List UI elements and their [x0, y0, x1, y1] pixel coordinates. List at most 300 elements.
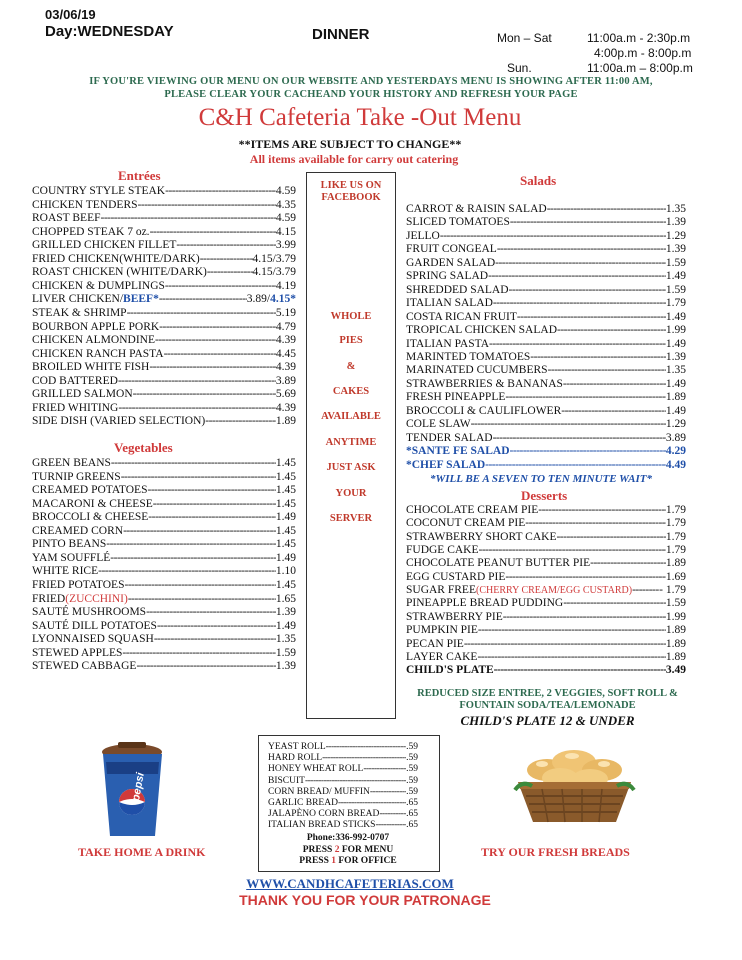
item-name: CHOCOLATE CREAM PIE [406, 504, 539, 516]
dot-leader [111, 457, 276, 470]
dot-leader [485, 459, 666, 472]
menu-item [406, 270, 686, 283]
item-name: BROCCOLI & CAULIFLOWER [406, 404, 562, 417]
item-name: JELLO [406, 229, 440, 242]
menu-item [406, 378, 686, 391]
dot-leader [525, 517, 666, 530]
dot-leader [375, 820, 406, 831]
item-price: 1.99 [665, 324, 686, 337]
dot-leader [590, 557, 666, 570]
item-name: SPRING SALAD [406, 270, 489, 283]
bread-name: GARLIC BREAD [268, 798, 338, 808]
bread-name: HONEY WHEAT ROLL [268, 764, 364, 775]
item-name: LIVER CHICKEN/ [32, 293, 124, 306]
dot-leader [510, 216, 666, 229]
dot-leader [159, 321, 276, 334]
child-plate-note: CHILD'S PLATE 12 & UNDER [460, 713, 635, 728]
menu-item [406, 257, 686, 270]
dot-leader [138, 199, 276, 212]
dot-leader [494, 664, 666, 677]
bread-price: .59 [406, 775, 418, 786]
item-price: 4.59 [275, 212, 296, 225]
dot-leader [100, 212, 275, 225]
menu-item [406, 432, 686, 445]
menu-item [32, 620, 296, 633]
item-name: FRIED WHITING [32, 401, 119, 414]
menu-item [32, 375, 296, 388]
dot-leader [153, 498, 276, 511]
item-price: 1.35 [665, 203, 686, 215]
item-name: FRIED POTATOES [32, 578, 125, 591]
menu-item [406, 284, 686, 297]
item-price: 1.79 [665, 504, 686, 516]
item-price: 1.45 [275, 497, 296, 510]
item-price: 4.79 [275, 320, 296, 333]
dot-leader [563, 378, 666, 391]
drink-caption: TAKE HOME A DRINK [78, 845, 206, 859]
item-name: FUDGE CAKE [406, 544, 479, 557]
dot-leader [497, 243, 666, 256]
dot-leader [146, 606, 276, 619]
item-price: 1.65 [275, 592, 296, 605]
child-plate-desc-line2: FOUNTAIN SODA/TEA/LEMONADE [459, 700, 636, 711]
item-price: 1.49 [665, 310, 686, 323]
bread-price: .65 [406, 820, 418, 831]
item-name: COSTA RICAN FRUIT [406, 310, 517, 323]
dot-leader [322, 753, 406, 764]
item-price: 1.45 [275, 524, 296, 537]
item-name: MARINTED TOMATOES [406, 350, 531, 363]
menu-item [32, 633, 296, 646]
dot-leader [155, 334, 276, 347]
dot-leader [165, 185, 276, 198]
pies-promo-line: YOUR [335, 488, 367, 499]
item-price: 1.49 [665, 404, 686, 417]
item-price: 3.99 [275, 239, 296, 252]
bread-price: .59 [406, 753, 418, 764]
bread-name: BISCUIT [268, 775, 305, 786]
bread-price: .59 [406, 786, 418, 797]
item-name: STEWED CABBAGE [32, 660, 137, 673]
item-name: SAUTÉ MUSHROOMS [32, 606, 147, 619]
bread-item [268, 809, 418, 820]
item-price: 1.59 [665, 283, 686, 296]
item-price: 3.89 [275, 374, 296, 387]
dot-leader [205, 415, 276, 428]
dot-leader [124, 579, 275, 592]
item-price: 1.39 [275, 660, 296, 673]
item-price: 1.49 [665, 377, 686, 390]
item-name: BOURBON APPLE PORK [32, 320, 160, 333]
item-name: STRAWBERRIES & BANANAS [406, 377, 563, 390]
item-name: STEAK & SHRIMP [32, 306, 127, 319]
dot-leader [561, 405, 666, 418]
bread-name: HARD ROLL [268, 753, 323, 764]
hours-time: 4:00p.m - 8:00p.m [594, 46, 692, 60]
press-office-number: 1 [331, 856, 336, 866]
item-price: 1.79 [665, 297, 686, 310]
item-name: SHREDDED SALAD [406, 283, 509, 296]
menu-item [32, 361, 296, 374]
dot-leader [154, 633, 276, 646]
item-name: GARDEN SALAD [406, 256, 496, 269]
menu-item [32, 484, 296, 497]
dot-leader [200, 253, 253, 266]
menu-item [32, 334, 296, 347]
menu-item [406, 624, 686, 637]
menu-item [32, 388, 296, 401]
website-notice-line2: PLEASE CLEAR YOUR CACHEAND YOUR HISTORY AND REFRESH YOUR PAGE [164, 89, 578, 100]
press-menu-line [258, 845, 438, 855]
dot-leader [176, 239, 276, 252]
item-name: COD BATTERED [32, 374, 118, 387]
pepsi-cup-icon [100, 740, 165, 845]
menu-item [406, 297, 686, 310]
menu-item [32, 321, 296, 334]
item-price: 1.89 [665, 391, 686, 404]
dot-leader [503, 611, 666, 624]
entrees-heading: Entrées [118, 168, 161, 183]
vegetables-heading: Vegetables [114, 440, 173, 455]
menu-item [32, 293, 296, 306]
dot-leader [326, 742, 407, 753]
menu-item [32, 239, 296, 252]
salads-heading: Salads [520, 173, 557, 188]
dot-leader [150, 226, 276, 239]
menu-item [406, 216, 686, 229]
item-price: 1.45 [275, 578, 296, 591]
item-name: FRIED CHICKEN(WHITE/DARK) [32, 252, 200, 265]
dot-leader [493, 432, 666, 445]
dot-leader [505, 571, 665, 584]
item-name: COCONUT CREAM PIE [406, 517, 526, 530]
pies-promo-line: SERVER [329, 513, 373, 524]
menu-item [32, 525, 296, 538]
item-name: CARROT & RAISIN SALAD [406, 203, 547, 215]
dot-leader [464, 638, 666, 651]
pies-promo-line: AVAILABLE [321, 411, 381, 422]
menu-item [32, 185, 296, 198]
dot-leader [505, 391, 666, 404]
dot-leader [471, 418, 666, 431]
menu-item [406, 445, 686, 458]
dot-leader [509, 284, 666, 297]
dot-leader [136, 660, 275, 673]
menu-item [32, 606, 296, 619]
item-price: 4.15 [275, 225, 296, 238]
menu-item [406, 664, 686, 677]
item-price: 1.49 [275, 619, 296, 632]
item-name-highlight: (ZUCCHINI) [65, 592, 128, 605]
menu-item [32, 579, 296, 592]
dot-leader [632, 584, 659, 597]
dot-leader [379, 809, 406, 820]
item-name: *CHEF SALAD [406, 458, 486, 471]
dot-leader [305, 776, 406, 787]
item-name: TROPICAL CHICKEN SALAD [406, 324, 557, 337]
menu-item [32, 226, 296, 239]
dot-leader [149, 361, 276, 374]
item-price: 1.39 [665, 216, 686, 229]
item-name: SUGAR FREE [406, 584, 476, 597]
menu-item [406, 504, 686, 517]
item-name: WHITE RICE [32, 565, 99, 578]
child-plate-desc-line1: REDUCED SIZE ENTREE, 2 VEGGIES, SOFT ROLL & [417, 688, 678, 699]
item-name: MACARONI & CHEESE [32, 497, 153, 510]
menu-item [32, 348, 296, 361]
item-name: PECAN PIE [406, 637, 464, 650]
menu-item [406, 459, 686, 472]
website-notice-line1: IF YOU'RE VIEWING OUR MENU ON OUR WEBSITE AND YESTERDAYS MENU IS SHOWING AFTER 11:00 AM, [89, 76, 653, 87]
dot-leader [548, 364, 666, 377]
menu-item [32, 565, 296, 578]
dot-leader [106, 538, 276, 551]
item-price: 4.39 [275, 334, 296, 347]
item-price: 1.35 [665, 364, 686, 377]
bread-item [268, 798, 418, 809]
menu-item [406, 338, 686, 351]
menu-item [406, 243, 686, 256]
menu-item [406, 638, 686, 651]
dot-leader [122, 647, 275, 660]
item-name: ROAST BEEF [32, 212, 101, 225]
pies-promo-line: PIES [339, 335, 363, 346]
menu-item [32, 253, 296, 266]
item-price-highlight: 4.15* [270, 293, 296, 306]
bread-item [268, 742, 418, 753]
item-price: 1.59 [275, 646, 296, 659]
menu-date: 03/06/19 [45, 7, 96, 22]
press-menu-suffix: FOR MENU [339, 845, 394, 855]
bread-item [268, 776, 418, 787]
item-price: 1.39 [275, 606, 296, 619]
item-name: CHOPPED STEAK 7 oz. [32, 225, 150, 238]
page-title: C&H Cafeteria Take -Out Menu [198, 104, 522, 131]
dot-leader [488, 270, 666, 283]
item-price: 1.89 [665, 557, 686, 570]
menu-item [406, 364, 686, 377]
item-name: MARINATED CUCUMBERS [406, 364, 548, 377]
pies-promo-line: WHOLE [330, 311, 372, 322]
menu-item [406, 418, 686, 431]
item-price: 4.39 [275, 361, 296, 374]
menu-item [406, 651, 686, 664]
item-name: CHICKEN ALMONDINE [32, 334, 155, 347]
item-price: 1.89 [275, 415, 296, 428]
item-price: 4.19 [275, 279, 296, 292]
dot-leader [557, 324, 666, 337]
menu-item [406, 311, 686, 324]
pies-promo-line: ANYTIME [325, 437, 377, 448]
item-price: 1.79 [665, 544, 686, 557]
menu-item [406, 517, 686, 530]
menu-item [406, 597, 686, 610]
bread-item [268, 753, 418, 764]
dot-leader [493, 297, 666, 310]
item-price: 1.89 [665, 624, 686, 637]
item-name: SAUTÉ DILL POTATOES [32, 619, 157, 632]
item-name-highlight: BEEF* [123, 293, 159, 306]
promo-sidebar [306, 172, 396, 719]
dot-leader [147, 484, 275, 497]
bread-item [268, 764, 418, 775]
item-price: 1.35 [275, 633, 296, 646]
bread-basket-icon [512, 742, 637, 832]
meal-label: DINNER [312, 26, 370, 43]
item-price: 4.45 [275, 347, 296, 360]
item-price: 4.59 [275, 185, 296, 197]
item-price: 1.45 [275, 538, 296, 551]
item-price: 4.49 [665, 458, 686, 471]
press-menu-prefix: PRESS [302, 845, 335, 855]
dot-leader [128, 593, 276, 606]
item-price: 1.39 [665, 243, 686, 256]
menu-item [32, 457, 296, 470]
item-name: CREAMED CORN [32, 524, 124, 537]
thank-you: THANK YOU FOR YOUR PATRONAGE [239, 892, 491, 908]
menu-item [32, 552, 296, 565]
item-price: 1.45 [275, 457, 296, 469]
dot-leader [538, 504, 666, 517]
subject-to-change: **ITEMS ARE SUBJECT TO CHANGE** [238, 137, 462, 151]
bread-name: CORN BREAD/ MUFFIN [268, 786, 370, 797]
item-name: FRIED [32, 592, 66, 605]
item-name: FRUIT CONGEAL [406, 243, 497, 256]
dot-leader [157, 620, 276, 633]
item-name: PINTO BEANS [32, 538, 107, 551]
dot-leader [489, 338, 666, 351]
menu-item [406, 405, 686, 418]
bread-item [268, 787, 418, 798]
hours-days: Sun. [507, 61, 532, 75]
dot-leader [563, 597, 666, 610]
item-price: - 1.79 [659, 584, 686, 597]
item-price: 1.99 [665, 610, 686, 623]
item-price: 1.89 [665, 637, 686, 650]
phone-number: Phone:336-992-0707 [306, 833, 390, 843]
menu-item [32, 402, 296, 415]
dot-leader [370, 787, 406, 798]
press-office-suffix: FOR OFFICE [336, 856, 397, 866]
item-name: STRAWBERRY PIE [406, 610, 503, 623]
item-name: CHICKEN TENDERS [32, 198, 138, 211]
dot-leader [165, 280, 276, 293]
hours-block [497, 31, 707, 76]
item-name: YAM SOUFFLÉ [32, 551, 111, 564]
bread-name: YEAST ROLL [268, 742, 326, 752]
item-price: 1.49 [665, 270, 686, 283]
cup-brand-text: pepsi [130, 771, 147, 803]
menu-item [406, 584, 686, 597]
item-price: 1.79 [665, 517, 686, 530]
item-price: 1.49 [275, 511, 296, 524]
item-name: STRAWBERRY SHORT CAKE [406, 530, 557, 543]
menu-item [32, 498, 296, 511]
dot-leader [159, 293, 247, 306]
menu-item [32, 199, 296, 212]
item-name: GRILLED CHICKEN FILLET [32, 239, 177, 252]
item-name: PINEAPPLE BREAD PUDDING [406, 597, 564, 610]
pies-promo-line: & [346, 361, 356, 372]
item-price: 1.59 [665, 256, 686, 269]
dot-leader [517, 311, 666, 324]
hours-time: 11:00a.m - 2:30p.m [587, 31, 691, 45]
item-name: ITALIAN SALAD [406, 297, 493, 310]
item-price: 1.79 [665, 530, 686, 543]
item-price: 1.69 [665, 570, 686, 583]
item-price: 3.89/ [246, 293, 271, 306]
item-price: 3.49 [665, 664, 686, 677]
pies-promo-line: CAKES [332, 386, 370, 397]
item-price: 1.49 [665, 337, 686, 350]
item-name: FRESH PINEAPPLE [406, 391, 506, 404]
dot-leader [110, 552, 276, 565]
menu-item [32, 415, 296, 428]
item-name: TURNIP GREENS [32, 470, 121, 483]
item-name: LAYER CAKE [406, 650, 478, 663]
item-price: 4.39 [275, 401, 296, 414]
item-price: 1.89 [665, 650, 686, 663]
item-name: SLICED TOMATOES [406, 216, 510, 229]
item-price: 1.29 [665, 229, 686, 242]
website-link[interactable]: WWW.CANDHCAFETERIAS.COM [246, 876, 454, 891]
item-name: CHICKEN RANCH PASTA [32, 347, 164, 360]
dot-leader [440, 230, 666, 243]
item-name: ROAST CHICKEN (WHITE/DARK) [32, 266, 207, 279]
hours-time: 11:00a.m – 8:00p.m [587, 61, 693, 75]
menu-item [32, 647, 296, 660]
item-price: 4.35 [275, 198, 296, 211]
item-name: *SANTE FE SALAD [406, 445, 510, 458]
item-name: COLE SLAW [406, 418, 471, 431]
dot-leader [118, 402, 276, 415]
dot-leader [118, 375, 276, 388]
menu-item [406, 571, 686, 584]
item-price: 3.89 [665, 431, 686, 444]
item-price: 1.10 [275, 565, 296, 578]
dot-leader [530, 351, 666, 364]
item-name: GREEN BEANS [32, 457, 111, 469]
facebook-line2: FACEBOOK [321, 192, 381, 203]
item-price: 5.19 [275, 306, 296, 319]
wait-note: *WILL BE A SEVEN TO TEN MINUTE WAIT* [430, 473, 652, 485]
dot-leader [98, 565, 276, 578]
dot-leader [121, 471, 276, 484]
dot-leader [477, 651, 665, 664]
hours-days: Mon – Sat [497, 31, 552, 45]
dot-leader [123, 525, 276, 538]
dot-leader [363, 764, 406, 775]
item-price: 1.45 [275, 484, 296, 497]
menu-item [406, 230, 686, 243]
menu-item [406, 557, 686, 570]
menu-item [32, 593, 296, 606]
menu-item [406, 203, 686, 216]
item-price: 4.15/3.79 [252, 266, 296, 279]
item-name: CHOCOLATE PEANUT BUTTER PIE [406, 557, 591, 570]
item-price: 1.29 [665, 418, 686, 431]
item-name: GRILLED SALMON [32, 388, 133, 401]
menu-item [32, 660, 296, 673]
bread-price: .59 [406, 764, 418, 775]
item-name: BROCCOLI & CHEESE [32, 511, 149, 524]
menu-item [406, 351, 686, 364]
menu-item [32, 511, 296, 524]
menu-item [406, 531, 686, 544]
menu-item [32, 266, 296, 279]
bread-name: ITALIAN BREAD STICKS [268, 820, 376, 831]
item-name: BROILED WHITE FISH [32, 361, 150, 374]
